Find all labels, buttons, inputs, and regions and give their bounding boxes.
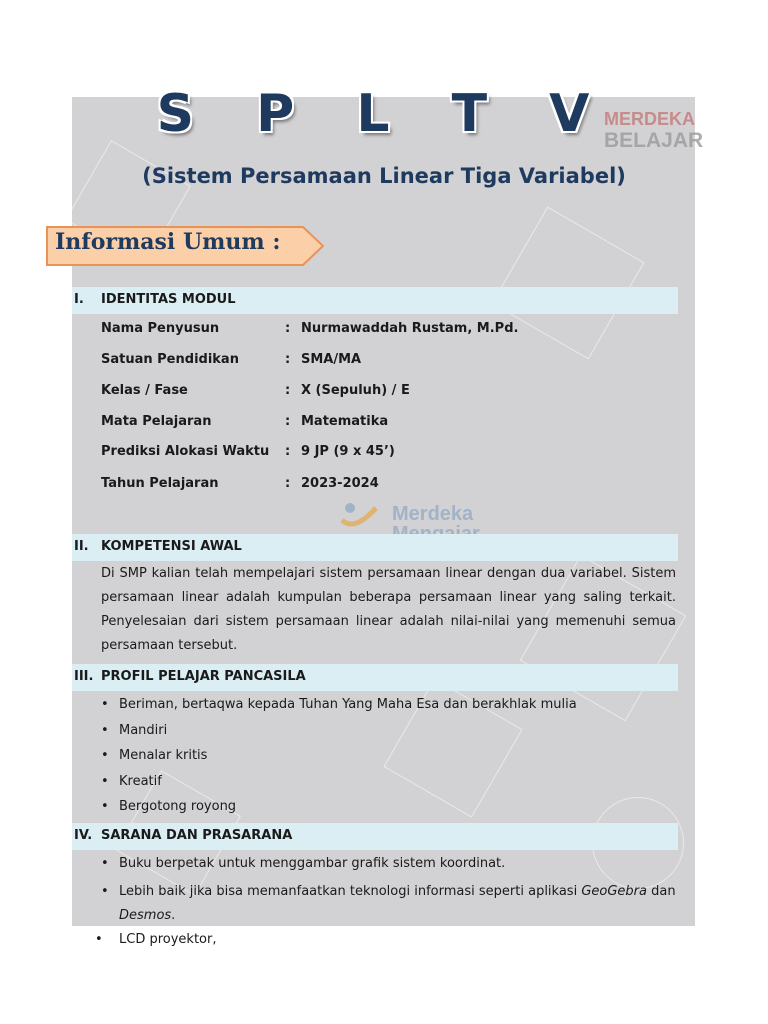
identity-value: 9 JP (9 x 45’): [301, 444, 395, 459]
identity-label: Prediksi Alokasi Waktu: [101, 444, 270, 459]
profil-list: [101, 695, 577, 823]
list-item: • Kreatif: [101, 772, 577, 798]
identity-label: Nama Penyusun: [101, 321, 220, 336]
identity-colon: :: [285, 444, 291, 459]
list-item: • Mandiri: [101, 721, 577, 747]
section-number: II.: [74, 539, 89, 554]
list-item: [101, 880, 676, 928]
identity-colon: :: [285, 476, 291, 491]
list-item: • Beriman, bertaqwa kepada Tuhan Yang Maha Esa dan berakhlak mulia: [101, 695, 577, 721]
section-number: IV.: [74, 828, 93, 843]
section-header-identitas: [72, 287, 678, 314]
watermark-line1: Merdeka: [392, 503, 474, 525]
list-item-text: dan: [647, 884, 676, 899]
list-item: • Menalar kritis: [101, 746, 577, 772]
identity-label: Mata Pelajaran: [101, 414, 212, 429]
list-item-text: .: [171, 908, 176, 923]
section-number: I.: [74, 292, 84, 307]
identity-label: Kelas / Fase: [101, 383, 188, 398]
page-title: S P L T V: [156, 84, 612, 144]
identity-value: Nurmawaddah Rustam, M.Pd.: [301, 321, 519, 336]
app-name-geogebra: GeoGebra: [581, 884, 647, 899]
section-header-profil: [72, 664, 678, 691]
identity-value: Matematika: [301, 414, 389, 429]
page-subtitle: (Sistem Persamaan Linear Tiga Variabel): [142, 164, 626, 188]
section-title: IDENTITAS MODUL: [101, 292, 236, 307]
list-item: • Bergotong royong: [101, 797, 577, 823]
list-item: • LCD proyektor,: [95, 932, 216, 947]
watermark-icon: [340, 500, 380, 530]
section-number: III.: [74, 669, 94, 684]
identity-label: Satuan Pendidikan: [101, 352, 239, 367]
identity-colon: :: [285, 414, 291, 429]
kompetensi-paragraph: Di SMP kalian telah mempelajari sistem persamaan linear dengan dua variabel. Sistem persamaan linear adalah kumpulan beberapa persamaan linear yang saling terkait. Penyelesaian dari sistem persamaan linear adalah nilai-nilai yang memenuhi semua persamaan tersebut.: [101, 566, 676, 653]
logo-line2: BELAJAR: [604, 129, 704, 152]
identity-label: Tahun Pelajaran: [101, 476, 219, 491]
identity-value: X (Sepuluh) / E: [301, 383, 410, 398]
identity-colon: :: [285, 352, 291, 367]
section-header-kompetensi: [72, 534, 678, 561]
identity-colon: :: [285, 321, 291, 336]
identity-colon: :: [285, 383, 291, 398]
app-name-desmos: Desmos: [119, 908, 172, 923]
hexagon-decoration: [492, 207, 645, 360]
section-title: SARANA DAN PRASARANA: [101, 828, 293, 843]
identity-value: 2023-2024: [301, 476, 379, 491]
list-item-text: Lebih baik jika bisa memanfaatkan teknologi informasi seperti aplikasi: [119, 884, 582, 899]
logo-line1: MERDEKA: [604, 109, 696, 129]
sarana-list: [101, 852, 676, 932]
section-header-sarana: [72, 823, 678, 850]
identity-value: SMA/MA: [301, 352, 362, 367]
section-title: KOMPETENSI AWAL: [101, 539, 242, 554]
section-title: PROFIL PELAJAR PANCASILA: [101, 669, 306, 684]
banner-label: Informasi Umum :: [55, 229, 281, 255]
list-item: • Buku berpetak untuk menggambar grafik sistem koordinat.: [101, 852, 676, 876]
